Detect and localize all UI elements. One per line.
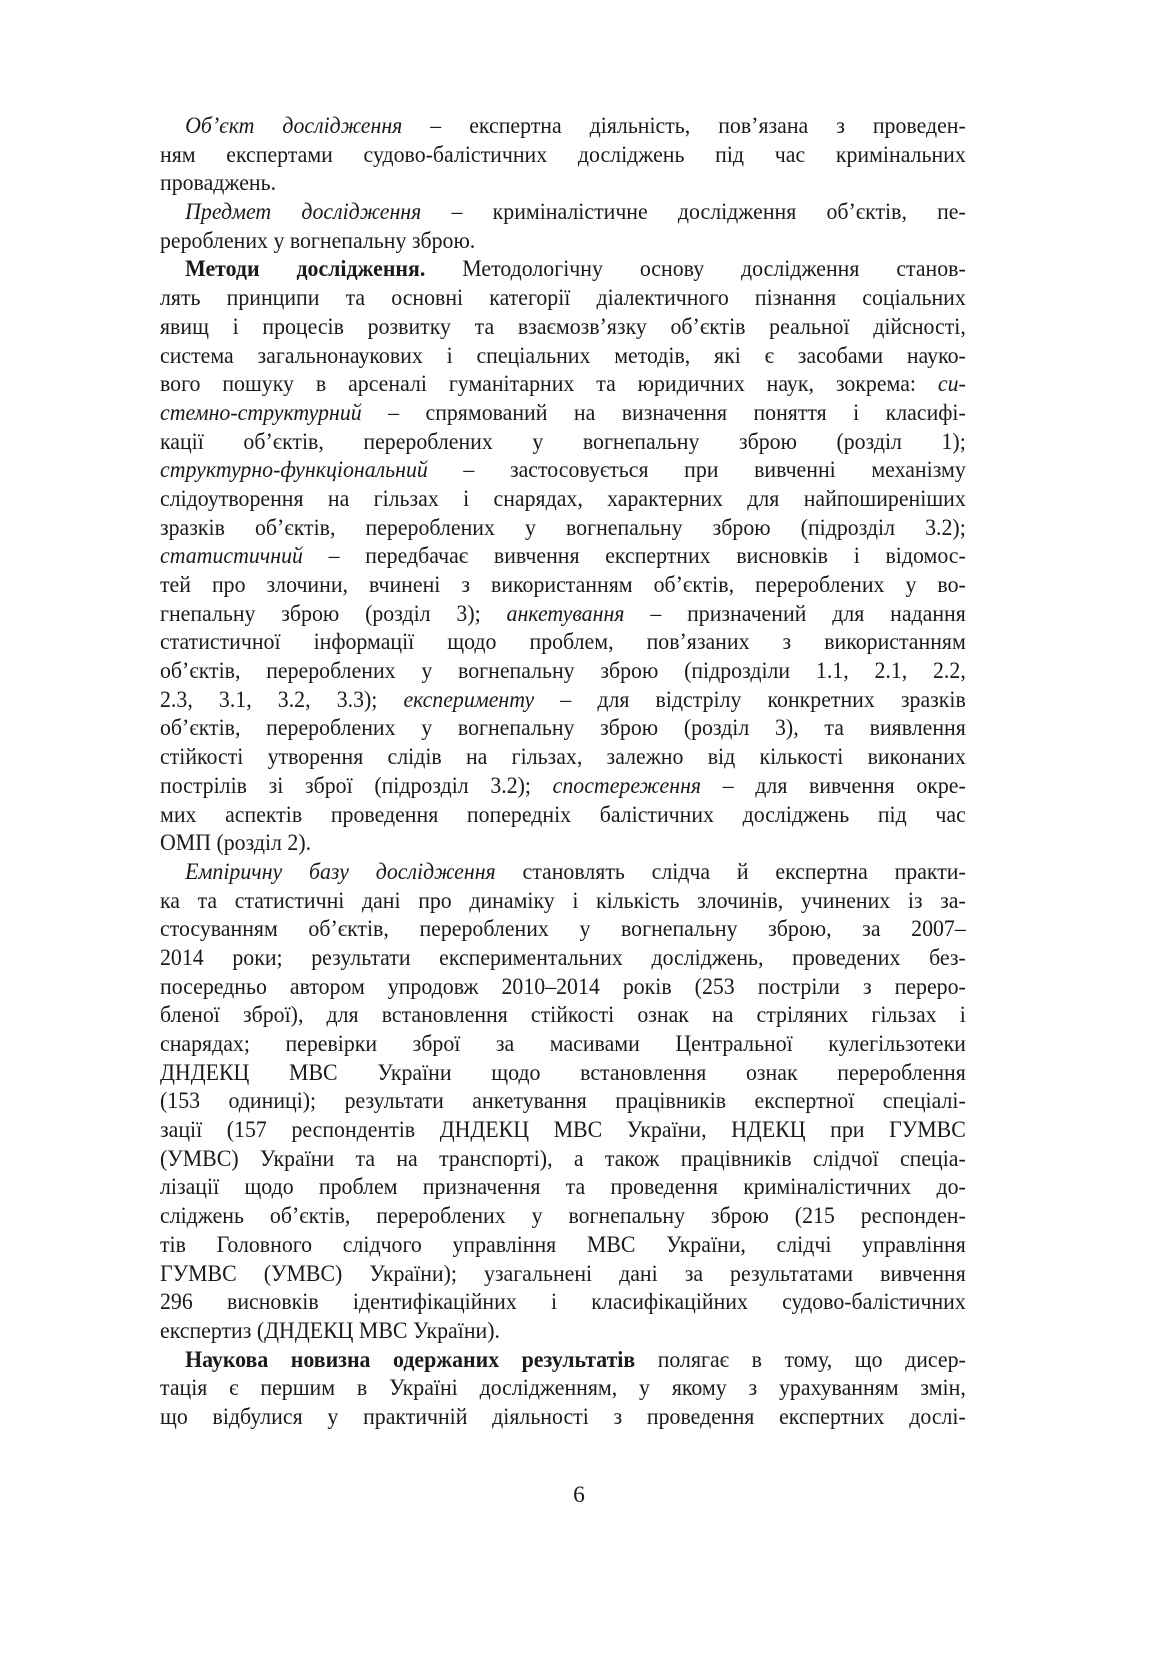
text-line — [160, 370, 966, 399]
text-segment: явищ і процесів розвитку та взаємозв’язку об’єктів реальної дійсності, — [160, 313, 966, 340]
text-segment: статистичної інформації щодо проблем, пов’язаних з використанням — [160, 629, 966, 656]
text-line — [160, 485, 966, 514]
text-line — [160, 227, 966, 256]
text-line — [160, 1202, 966, 1231]
text-line — [160, 141, 966, 170]
text-line — [160, 198, 966, 227]
text-segment: – експертна діяльність, пов’язана з проведен- — [402, 113, 966, 139]
text-line — [160, 1116, 966, 1145]
italic-term: експерименту — [403, 686, 535, 713]
text-segment: вого пошуку в арсеналі гуманітарних та юридичних наук, зокрема: — [160, 371, 938, 398]
text-segment: лять принципи та основні категорії діалектичного пізнання соціальних — [160, 285, 966, 312]
text-line — [160, 657, 966, 686]
text-segment: тів Головного слідчого управління МВС України, слідчі управління — [160, 1231, 966, 1258]
text-segment: – призначений для надання — [624, 600, 966, 627]
text-line — [160, 1403, 966, 1432]
text-line — [160, 1087, 966, 1116]
text-line — [160, 169, 966, 198]
text-segment: – спрямований на визначення поняття і класифі- — [361, 399, 966, 426]
text-segment: (153 одиниці); результати анкетування працівників експертної спеціалі- — [160, 1088, 966, 1115]
text-segment: сліджень об’єктів, перероблених у вогнепальну зброю (215 респонден- — [160, 1203, 966, 1230]
text-line — [160, 284, 966, 313]
bold-heading: Методи дослідження. — [185, 256, 426, 283]
text-segment: полягає в тому, що дисер- — [635, 1346, 966, 1373]
text-line — [160, 600, 966, 629]
text-line — [160, 571, 966, 600]
text-line — [160, 542, 966, 571]
text-line — [160, 1288, 966, 1317]
text-segment: тей про злочини, вчинені з використанням об’єктів, перероблених у во- — [160, 572, 966, 598]
text-segment: слідоутворення на гільзах і снарядах, характерних для найпоширеніших — [160, 485, 966, 512]
text-segment: ка та статистичні дані про динаміку і кількість злочинів, учинених із за- — [160, 887, 966, 914]
text-line — [160, 944, 966, 973]
text-segment: об’єктів, перероблених у вогнепальну зброю (підрозділи 1.1, 2.1, 2.2, — [160, 658, 966, 685]
text-line — [160, 313, 966, 342]
text-segment: – передбачає вивчення експертних висновків і відомос- — [302, 543, 966, 570]
text-line — [160, 255, 966, 284]
page-body — [160, 112, 966, 1432]
text-segment: – для вивчення окре- — [701, 772, 966, 799]
italic-term: структурно-функціональний — [160, 457, 428, 484]
text-line — [160, 1260, 966, 1289]
text-segment: стійкості утворення слідів на гільзах, залежно від кількості виконаних — [160, 744, 966, 771]
text-segment: бленої зброї), для встановлення стійкості ознак на стріляних гільзах і — [160, 1002, 966, 1029]
text-segment: ОМП (розділ 2). — [160, 830, 312, 857]
text-segment: Методологічну основу дослідження станов- — [425, 256, 966, 283]
text-segment: тація є першим в Україні дослідженням, у якому з урахуванням змін, — [160, 1375, 966, 1402]
italic-term: Об’єкт дослідження — [185, 113, 403, 139]
text-segment: ням експертами судово-балістичних досліджень під час кримінальних — [160, 141, 966, 168]
text-line — [160, 686, 966, 715]
italic-term: Емпіричну базу дослідження — [185, 858, 496, 885]
text-line — [160, 915, 966, 944]
italic-term: си- — [937, 371, 966, 398]
text-segment: об’єктів, перероблених у вогнепальну зброю (розділ 3), та виявлення — [160, 715, 966, 742]
text-segment: становлять слідча й експертна практи- — [495, 858, 966, 885]
italic-term: стемно-структурний — [160, 399, 362, 426]
text-line — [160, 973, 966, 1002]
text-segment: 296 висновків ідентифікаційних і класифікаційних судово-балістичних — [160, 1289, 966, 1316]
bold-heading: Наукова новизна одержаних результатів — [185, 1346, 636, 1373]
text-line — [160, 1001, 966, 1030]
text-line — [160, 342, 966, 371]
text-segment: зації (157 респондентів ДНДЕКЦ МВС України, НДЕКЦ при ГУМВС — [160, 1117, 966, 1144]
text-line — [160, 1374, 966, 1403]
text-line — [160, 887, 966, 916]
text-segment: пострілів зі зброї (підрозділ 3.2); — [160, 772, 553, 799]
text-line — [160, 1145, 966, 1174]
text-line — [160, 628, 966, 657]
text-line — [160, 801, 966, 830]
text-line — [160, 112, 966, 141]
text-segment: система загальнонаукових і спеціальних методів, які є засобами науко- — [160, 342, 966, 369]
text-line — [160, 1173, 966, 1202]
italic-term: анкетування — [506, 600, 625, 627]
text-segment: кації об’єктів, перероблених у вогнепальну зброю (розділ 1); — [160, 428, 966, 455]
page-number: 6 — [573, 1482, 585, 1508]
text-segment: зразків об’єктів, перероблених у вогнепальну зброю (підрозділ 3.2); — [160, 514, 966, 541]
italic-term: статистичний — [160, 543, 303, 570]
text-line — [160, 1317, 966, 1346]
text-line — [160, 514, 966, 543]
text-line — [160, 714, 966, 743]
text-segment: ГУМВС (УМВС) України); узагальнені дані за результатами вивчення — [160, 1260, 966, 1287]
text-segment: посередньо автором упродовж 2010–2014 років (253 постріли з переро- — [160, 973, 966, 1000]
text-line — [160, 456, 966, 485]
text-segment: снарядах; перевірки зброї за масивами Центральної кулегільзотеки — [160, 1031, 966, 1057]
text-segment: лізації щодо проблем призначення та проведення криміналістичних до- — [160, 1174, 966, 1201]
italic-term: Предмет дослідження — [185, 199, 422, 226]
text-line — [160, 399, 966, 428]
text-segment: що відбулися у практичній діяльності з проведення експертних дослі- — [160, 1403, 966, 1430]
text-segment: – криміналістичне дослідження об’єктів, пе- — [421, 199, 966, 226]
text-segment: – застосовується при вивченні механізму — [427, 457, 966, 484]
text-line — [160, 829, 966, 858]
text-segment: експертиз (ДНДЕКЦ МВС України). — [160, 1317, 500, 1344]
text-segment: 2.3, 3.1, 3.2, 3.3); — [160, 686, 404, 713]
text-line — [160, 428, 966, 457]
text-segment: рероблених у вогнепальну зброю. — [160, 227, 476, 254]
text-line — [160, 858, 966, 887]
text-segment: мих аспектів проведення попередніх балістичних досліджень під час — [160, 801, 966, 828]
text-segment: проваджень. — [160, 170, 277, 197]
text-line — [160, 1030, 966, 1059]
text-line — [160, 772, 966, 801]
text-segment: ДНДЕКЦ МВС України щодо встановлення ознак перероблення — [160, 1059, 966, 1086]
text-segment: гнепальну зброю (розділ 3); — [160, 600, 507, 627]
italic-term: спостереження — [552, 772, 702, 799]
text-line — [160, 1059, 966, 1088]
text-segment: – для відстрілу конкретних зразків — [534, 686, 966, 713]
text-line — [160, 1346, 966, 1375]
text-line — [160, 1231, 966, 1260]
text-segment: 2014 роки; результати експериментальних досліджень, проведених без- — [160, 944, 966, 971]
text-segment: (УМВС) України та на транспорті), а також працівників слідчої спеціа- — [160, 1145, 966, 1172]
text-segment: стосуванням об’єктів, перероблених у вогнепальну зброю, за 2007– — [160, 916, 966, 943]
text-line — [160, 743, 966, 772]
